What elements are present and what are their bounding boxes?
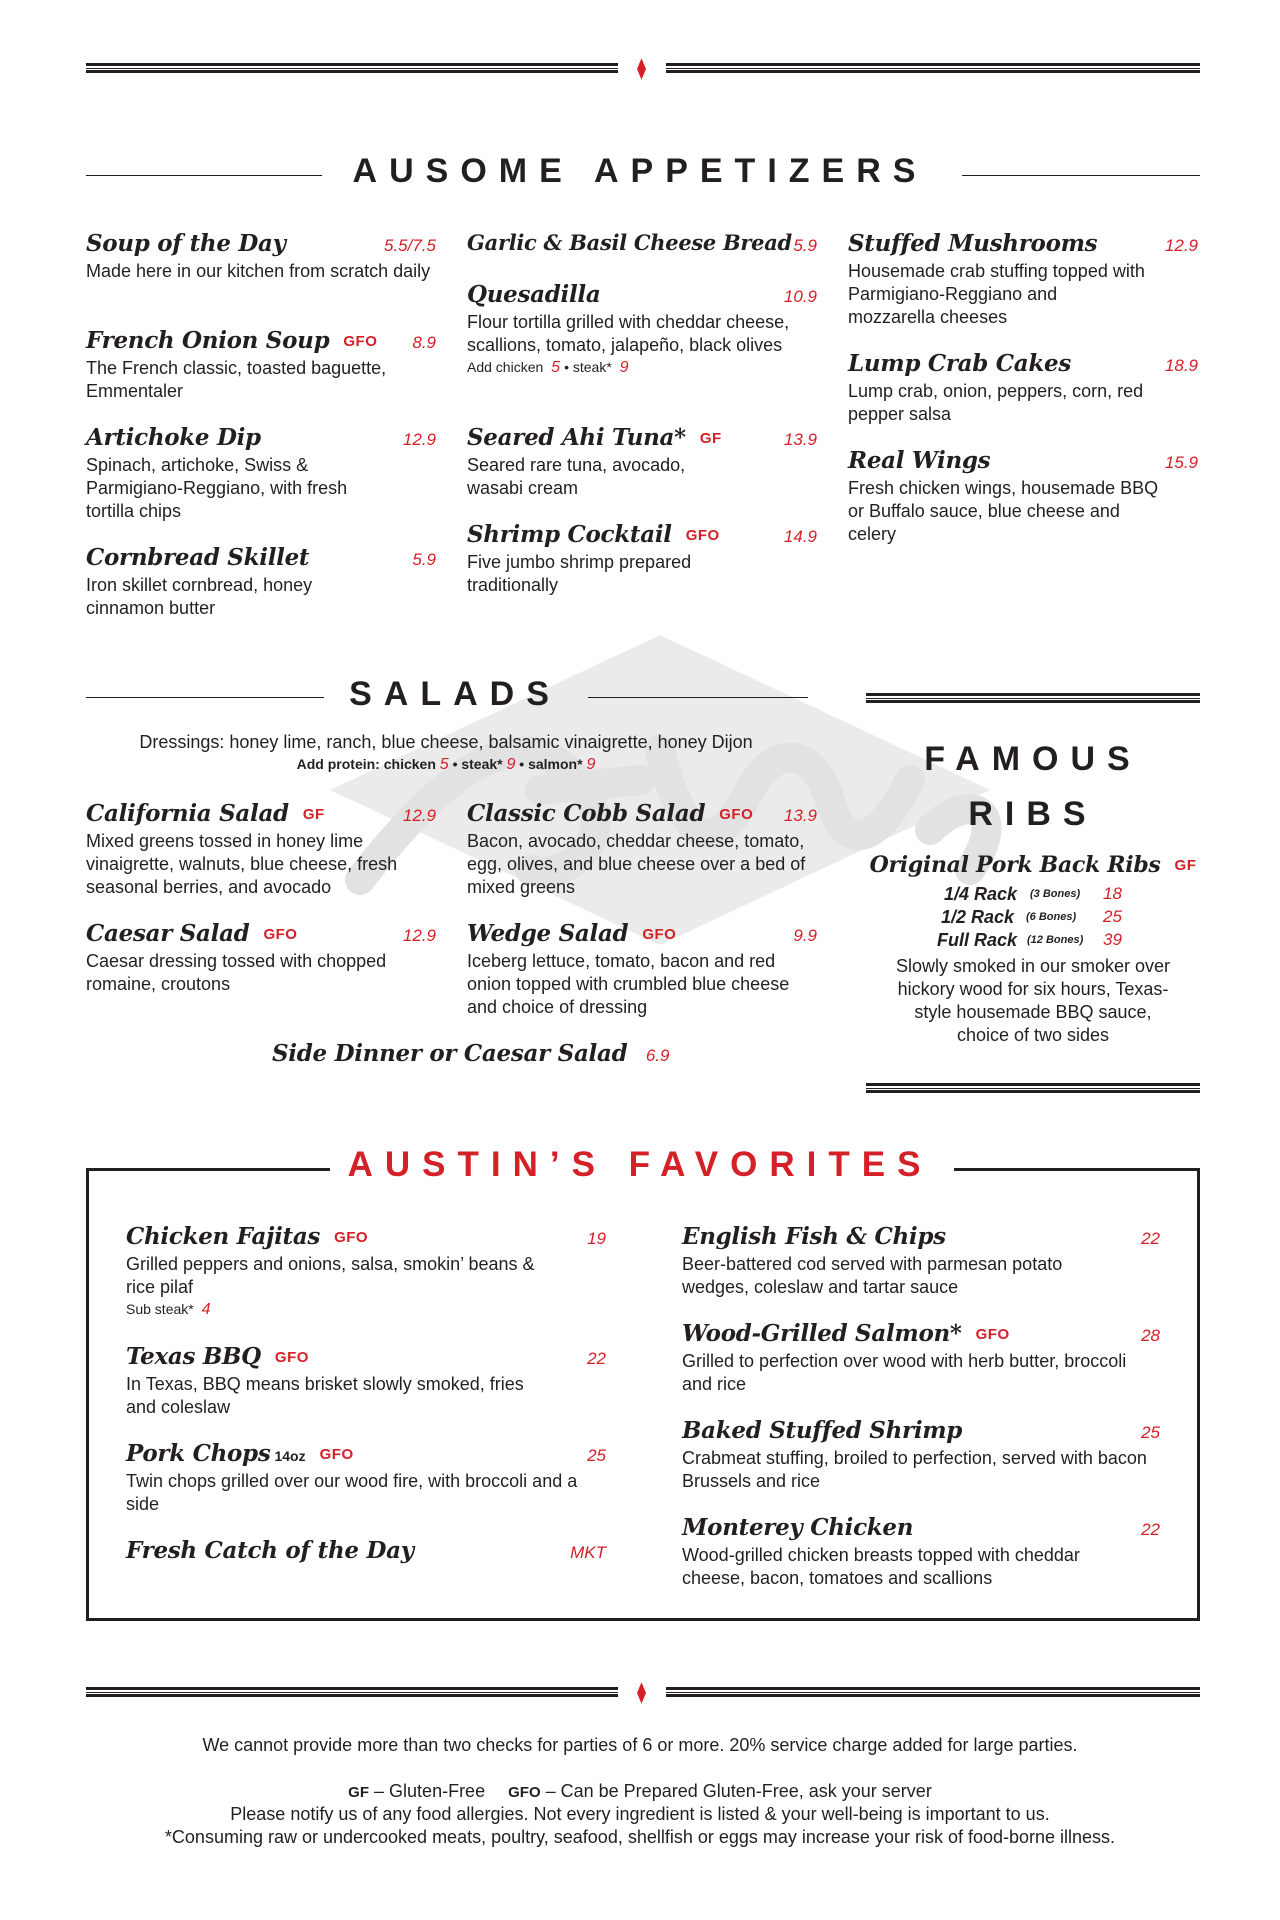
item-price: 10.9	[783, 287, 817, 306]
rib-price: 39	[1103, 930, 1122, 949]
item-price: 19	[587, 1229, 606, 1248]
menu-item	[682, 1320, 1160, 1396]
item-name: Side Dinner or Caesar Salad	[272, 1040, 628, 1067]
item-name: Chicken Fajitas	[126, 1223, 321, 1250]
ribs-divider-bottom	[866, 1083, 1200, 1093]
footer-gf-legend	[40, 1781, 1240, 1802]
item-price: 14.9	[783, 527, 817, 546]
footer-checks-note: We cannot provide more than two checks for parties of 6 or more. 20% service charge added for large parties.	[202, 1735, 1078, 1755]
gluten-free-tag: GFO	[719, 806, 754, 823]
rib-bones: (3 Bones)	[1030, 888, 1081, 900]
favorites-title: AUSTIN’S FAVORITES	[347, 1145, 933, 1184]
favorites-frame-top-right	[954, 1168, 1200, 1171]
item-name: English Fish & Chips	[682, 1223, 946, 1250]
item-name: Wood-Grilled Salmon*	[682, 1320, 962, 1347]
menu-item	[682, 1223, 1160, 1299]
item-name: Caesar Salad	[86, 920, 250, 947]
salads-title: SALADS	[349, 675, 561, 713]
item-description: Made here in our kitchen from scratch daily	[86, 261, 431, 281]
item-name: Original Pork Back Ribs	[869, 852, 1161, 878]
item-price: 6.9	[645, 1046, 670, 1065]
item-addon	[467, 359, 817, 377]
addon-label: Add protein: chicken	[296, 756, 436, 772]
favorites-frame-top-left	[86, 1168, 330, 1171]
item-name: Shrimp Cocktail	[467, 521, 672, 548]
item-name: Real Wings	[848, 447, 991, 474]
item-price: 22	[587, 1349, 606, 1368]
item-size: 14oz	[274, 1448, 306, 1464]
item-description: Grilled peppers and onions, salsa, smokin’ beans & rice pilaf	[126, 1254, 535, 1297]
ribs-item	[866, 852, 1200, 1047]
item-name: Pork Chops	[126, 1440, 271, 1467]
top-divider-right	[666, 63, 1200, 73]
item-description: Grilled to perfection over wood with herb butter, broccoli and rice	[682, 1351, 1127, 1394]
rib-size-row	[866, 930, 1200, 953]
item-description: In Texas, BBQ means brisket slowly smoked, fries and coleslaw	[126, 1374, 524, 1417]
item-price: 5.9	[793, 236, 817, 255]
menu-item	[467, 800, 817, 899]
item-name: French Onion Soup	[86, 327, 330, 354]
menu-item	[467, 281, 817, 377]
gfo-text: – Can be Prepared Gluten-Free, ask your server	[545, 1781, 932, 1801]
item-description: Flour tortilla grilled with cheddar cheese, scallions, tomato, jalapeño, black olives	[467, 312, 790, 355]
bottom-divider-right	[666, 1687, 1200, 1697]
rib-price: 18	[1103, 884, 1122, 903]
top-diamond-ornament	[637, 58, 646, 80]
side-salad	[272, 1040, 670, 1067]
item-name: Classic Cobb Salad	[467, 800, 706, 827]
item-name: Soup of the Day	[86, 230, 286, 257]
addon-label: • steak*	[564, 359, 612, 375]
menu-item	[848, 447, 1198, 546]
menu-item	[86, 920, 436, 996]
item-name: Lump Crab Cakes	[848, 350, 1071, 377]
addon-label: • salmon*	[519, 756, 583, 772]
item-price: 22	[1141, 1229, 1160, 1248]
rib-size-label: 1/2 Rack	[941, 907, 1015, 927]
menu-item	[126, 1343, 606, 1419]
item-name: Cornbread Skillet	[86, 544, 310, 571]
gluten-free-tag: GF	[302, 806, 325, 823]
item-addon	[126, 1301, 606, 1319]
rib-size-label: Full Rack	[937, 930, 1018, 950]
item-price: 12.9	[1164, 236, 1198, 255]
gluten-free-tag: GFO	[319, 1446, 354, 1463]
appetizers-rule-right	[962, 175, 1200, 176]
item-price: 5.9	[412, 550, 436, 569]
item-price: 13.9	[783, 806, 817, 825]
gluten-free-tag: GFO	[343, 333, 378, 350]
item-description: Seared rare tuna, avocado, wasabi cream	[467, 455, 686, 498]
item-name: Seared Ahi Tuna*	[467, 424, 686, 451]
item-description: Housemade crab stuffing topped with Parmigiano-Reggiano and mozzarella cheeses	[848, 261, 1145, 327]
addon-label: • steak*	[452, 756, 503, 772]
menu-item	[86, 230, 436, 283]
item-name: Monterey Chicken	[682, 1514, 914, 1541]
item-price: 22	[1141, 1520, 1160, 1539]
item-price: 12.9	[402, 806, 436, 825]
item-price: 18.9	[1164, 356, 1198, 375]
gluten-free-tag: GFO	[685, 527, 720, 544]
gf-text: – Gluten-Free	[374, 1781, 486, 1801]
item-name: Stuffed Mushrooms	[848, 230, 1098, 257]
item-price: 25	[587, 1446, 606, 1465]
item-price: 12.9	[402, 926, 436, 945]
item-description: Fresh chicken wings, housemade BBQ or Buffalo sauce, blue cheese and celery	[848, 478, 1159, 544]
item-price: 15.9	[1164, 453, 1198, 472]
menu-item	[467, 521, 817, 597]
item-name: Quesadilla	[467, 281, 601, 308]
item-description: Spinach, artichoke, Swiss & Parmigiano-Reggiano, with fresh tortilla chips	[86, 455, 348, 521]
bottom-diamond-ornament	[637, 1682, 646, 1704]
addon-price: 9	[586, 756, 596, 773]
item-description: Beer-battered cod served with parmesan potato wedges, coleslaw and tartar sauce	[682, 1254, 1063, 1297]
menu-item	[467, 424, 817, 500]
salads-rule-right	[588, 697, 808, 698]
gluten-free-tag: GFO	[642, 926, 677, 943]
item-name: Garlic & Basil Cheese Bread	[467, 230, 792, 255]
footer-allergy-note: Please notify us of any food allergies. Not every ingredient is listed & your well-being is important to us.	[230, 1804, 1050, 1824]
item-name: Baked Stuffed Shrimp	[682, 1417, 963, 1444]
addon-price: 5	[551, 359, 561, 376]
salad-protein-addon	[86, 756, 806, 774]
addon-price: 9	[619, 359, 629, 376]
item-description: Crabmeat stuffing, broiled to perfection, served with bacon Brussels and rice	[682, 1448, 1147, 1491]
item-price: 28	[1141, 1326, 1160, 1345]
gfo-abbr: GFO	[508, 1784, 541, 1801]
item-description: Wood-grilled chicken breasts topped with cheddar cheese, bacon, tomatoes and scallions	[682, 1545, 1080, 1588]
item-description: Slowly smoked in our smoker over hickory wood for six hours, Texas-style housemade BBQ sauce, choice of two sides	[895, 956, 1171, 1045]
addon-price: 5	[439, 756, 449, 773]
addon-label: Sub steak*	[126, 1301, 194, 1317]
menu-item	[682, 1514, 1160, 1590]
gluten-free-tag: GFO	[975, 1326, 1010, 1343]
bottom-divider-left	[86, 1687, 618, 1697]
ribs-title-line2: RIBS	[968, 795, 1098, 833]
addon-price: 4	[201, 1301, 211, 1318]
menu-item	[467, 230, 817, 260]
rib-bones: (12 Bones)	[1027, 934, 1084, 946]
rib-size-row	[866, 907, 1200, 930]
rib-size-row	[866, 884, 1200, 907]
item-name: Texas BBQ	[126, 1343, 261, 1370]
menu-item	[126, 1537, 606, 1567]
item-name: California Salad	[86, 800, 289, 827]
top-divider-left	[86, 63, 618, 73]
item-description: Mixed greens tossed in honey lime vinaigrette, walnuts, blue cheese, fresh seasonal berries, and avocado	[86, 831, 398, 897]
gluten-free-tag: GFO	[334, 1229, 369, 1246]
menu-item	[467, 920, 817, 1019]
rib-size-label: 1/4 Rack	[944, 884, 1018, 904]
item-description: The French classic, toasted baguette, Emmentaler	[86, 358, 387, 401]
item-description: Five jumbo shrimp prepared traditionally	[467, 552, 692, 595]
addon-price: 9	[506, 756, 516, 773]
item-price: 25	[1141, 1423, 1160, 1442]
appetizers-rule-left	[86, 175, 322, 176]
menu-item	[848, 230, 1198, 329]
menu-item	[126, 1223, 606, 1319]
item-description: Caesar dressing tossed with chopped romaine, croutons	[86, 951, 387, 994]
gluten-free-tag: GFO	[263, 926, 298, 943]
item-name: Wedge Salad	[467, 920, 629, 947]
item-price: MKT	[570, 1543, 606, 1562]
footer-consumption-warning: *Consuming raw or undercooked meats, poultry, seafood, shellfish or eggs may increase your risk of food-borne illness.	[164, 1827, 1116, 1847]
menu-item	[86, 544, 436, 620]
gluten-free-tag: GF	[699, 430, 722, 447]
ribs-title-line1: FAMOUS	[924, 740, 1142, 778]
item-description: Bacon, avocado, cheddar cheese, tomato, egg, olives, and blue cheese over a bed of mixed greens	[467, 831, 806, 897]
item-price: 13.9	[783, 430, 817, 449]
menu-item	[126, 1440, 606, 1516]
item-price: 5.5/7.5	[384, 236, 436, 255]
menu-item	[682, 1417, 1160, 1493]
item-price: 8.9	[412, 333, 436, 352]
rib-price: 25	[1103, 907, 1122, 926]
menu-item	[86, 424, 436, 523]
menu-item	[86, 800, 436, 899]
rib-bones: (6 Bones)	[1026, 911, 1077, 923]
item-name: Fresh Catch of the Day	[126, 1537, 414, 1564]
addon-label: Add chicken	[467, 359, 544, 375]
menu-item	[848, 350, 1198, 426]
item-price: 12.9	[402, 430, 436, 449]
item-description: Iceberg lettuce, tomato, bacon and red onion topped with crumbled blue cheese and choice of dressing	[467, 951, 790, 1017]
item-name: Artichoke Dip	[86, 424, 261, 451]
gluten-free-tag: GFO	[274, 1349, 309, 1366]
gluten-free-tag: GF	[1174, 857, 1197, 874]
appetizers-title: AUSOME APPETIZERS	[352, 152, 928, 190]
salad-dressings: Dressings: honey lime, ranch, blue cheese, balsamic vinaigrette, honey Dijon	[139, 732, 753, 752]
gf-abbr: GF	[348, 1784, 370, 1801]
item-description: Iron skillet cornbread, honey cinnamon butter	[86, 575, 313, 618]
salads-rule-left	[86, 697, 324, 698]
item-price: 9.9	[793, 926, 817, 945]
item-description: Lump crab, onion, peppers, corn, red pepper salsa	[848, 381, 1144, 424]
ribs-divider-top	[866, 693, 1200, 703]
menu-item	[86, 327, 436, 403]
item-description: Twin chops grilled over our wood fire, with broccoli and a side	[126, 1471, 578, 1514]
